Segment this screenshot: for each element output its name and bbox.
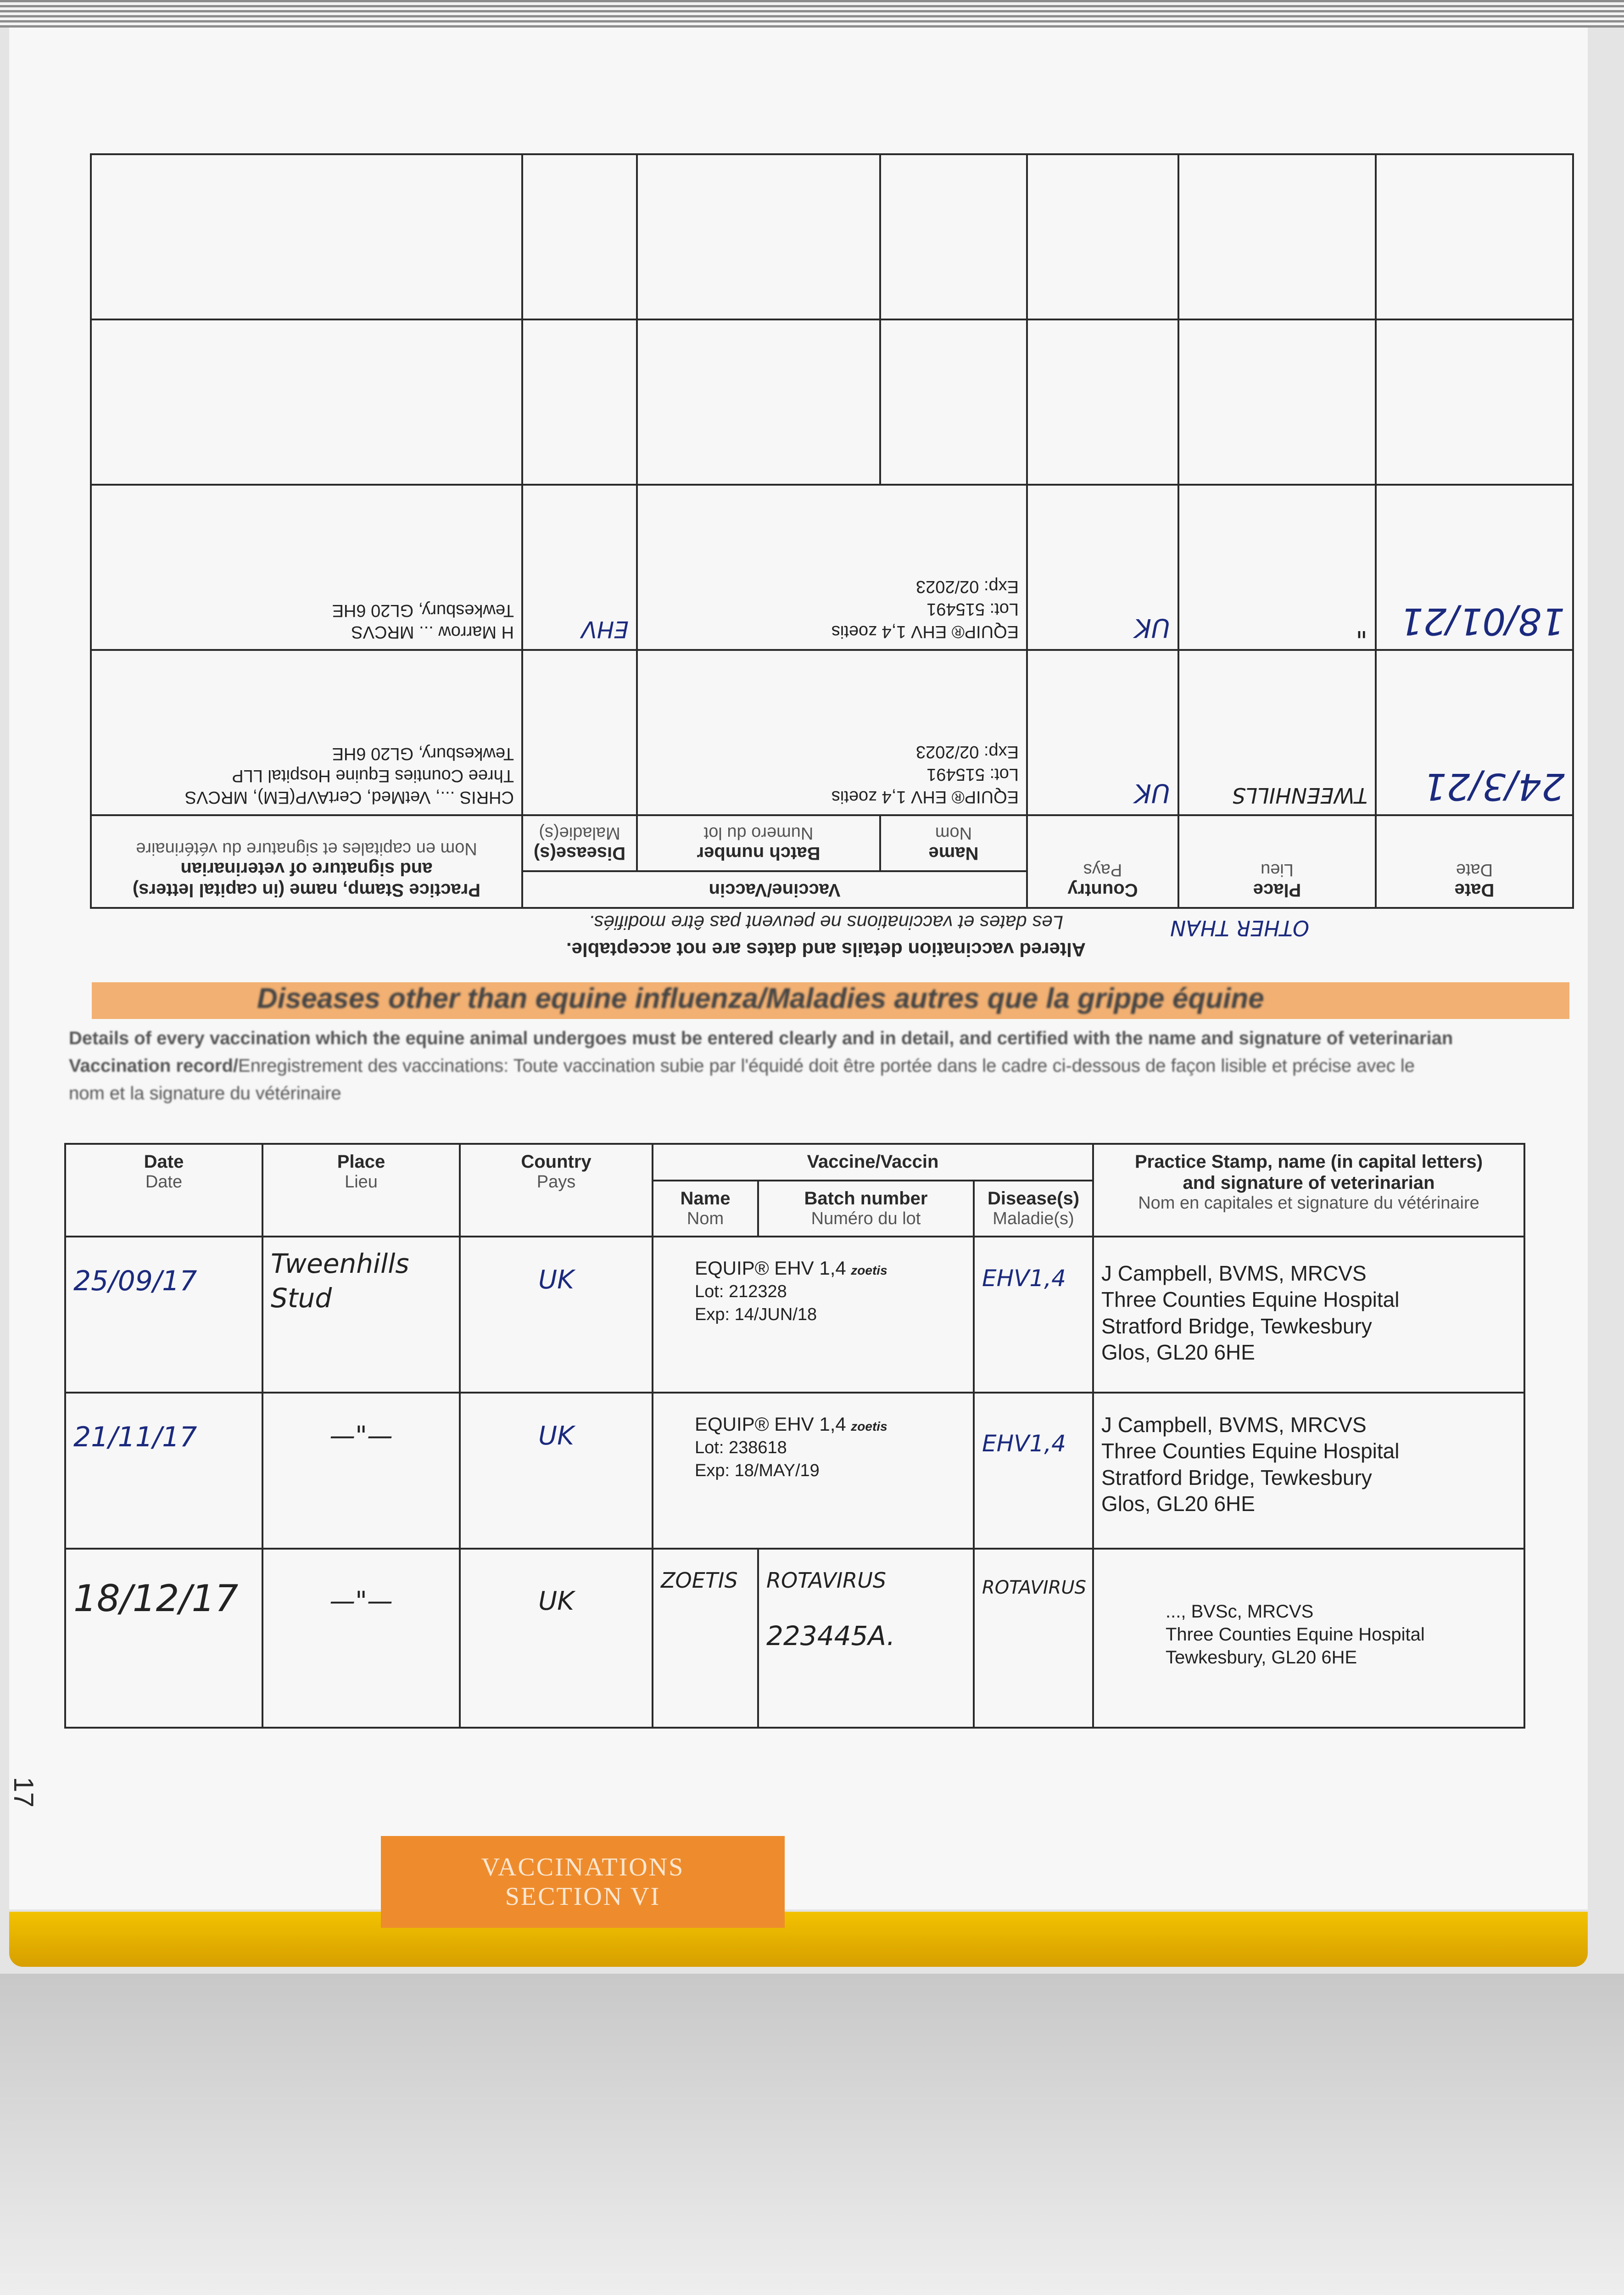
section-record-text-2: nom et la signature du vétérinaire [69,1083,341,1103]
col-disease: Disease(s) Maladie(s) [974,1181,1093,1237]
col-name: Name Nom [653,1181,758,1237]
practice-stamp: J Campbell, BVMS, MRCVS Three Counties Equine Hospital Stratford Bridge, Tewkesbury Glos, GL20 6HE [1101,1412,1400,1516]
col-vaccine-group: Vaccine/Vaccin [522,871,1027,908]
table-row [65,1549,1524,1728]
disease-entry: EHV1,4 [982,1430,1066,1457]
place-entry: —"— [329,1421,393,1451]
place-entry: TWEENHILLS [1232,783,1367,808]
practice-stamp: ..., BVSc, MRCVS Three Counties Equine Hospital Tewkesbury, GL20 6HE [1166,1601,1425,1668]
other-than-handwriting: OTHER THAN [1170,916,1310,940]
col-batch: Batch number Numéro du lot [758,1181,974,1237]
table-row [91,485,1573,650]
date-entry: 18/12/17 [73,1577,239,1620]
country-entry: UK [1134,778,1170,808]
passport-cover-edge [9,1912,1588,1967]
table-row [65,1237,1524,1393]
disease-entry: EHV [581,616,629,643]
page-number: 17 [8,1777,39,1808]
vaccine-label-sticker: EQUIP® EHV 1,4 zoetis Lot: 515491 Exp: 02/2023 [831,742,1019,807]
table-row [91,650,1573,815]
vaccine-label-sticker: EQUIP® EHV 1,4 zoetis Lot: 238618 Exp: 18/MAY/19 [695,1413,887,1480]
lower-vaccination-table [64,1143,1524,1729]
upper-vaccination-table [92,138,1574,909]
country-entry: UK [538,1265,574,1295]
col-vaccine-group: Vaccine/Vaccin [653,1144,1093,1181]
place-entry: Tweenhills Stud [271,1248,409,1314]
section-record-text: Vaccination record/Enregistrement des vaccinations: Toute vaccination subie par l'équidé doit être portée dans le cadre ci-dessous de façon lisible et précise avec le [69,1056,1415,1076]
col-date: Date Date [65,1144,262,1237]
disease-entry: EHV1,4 [982,1265,1066,1292]
col-practice-stamp: Practice Stamp, name (in capital letters) and signature of veterinarian Nom en capitales et signature du vétérinaire [1093,1144,1524,1237]
section-tab-label: VACCINATIONS SECTION VI [381,1836,785,1928]
date-entry: 24/3/21 [1423,765,1565,808]
date-entry: 21/11/17 [73,1421,197,1453]
vaccine-label-sticker: EQUIP® EHV 1,4 zoetis Lot: 212328 Exp: 14/JUN/18 [695,1257,887,1324]
altered-details-note: Altered vaccination details and dates are not acceptable. Les dates et vaccinations ne peuvent pas être modifiés. [566,912,1086,961]
col-practice-stamp: Practice Stamp, name (in capital letters) and signature of veterinarian Nom en capitales et signature du vétérinaire [91,815,522,908]
col-batch: Batch number Numero du lot [637,815,880,871]
vaccine-name-entry: ZOETIS [661,1567,738,1593]
place-entry: —"— [329,1586,393,1616]
section-details: Details of every vaccination which the equine animal undergoes must be entered clearly and in detail, and certified with the name and signature of veterinarian [69,1028,1453,1048]
batch-name-entry: ROTAVIRUS [766,1567,887,1593]
table-row [91,154,1573,319]
scan-background [0,1974,1624,2295]
country-entry: UK [538,1586,574,1616]
table-row [91,319,1573,485]
batch-number-entry: 223445A. [766,1620,895,1651]
col-place: Place Lieu [262,1144,460,1237]
col-date: Date Date [1376,815,1573,908]
page-edge-strip [0,0,1624,28]
col-disease: Disease(s) Maladie(s) [522,815,637,871]
practice-stamp: CHRIS ..., VetMed, CertAVP(EM), MRCVS Three Counties Equine Hospital LLP Tewkesbury, GL20 6HE [184,744,514,807]
practice-stamp: H Marrow ... MRCVS Tewkesbury, GL20 6HE [332,600,514,642]
section-title: Diseases other than equine influenza/Maladies autres que la grippe équine [257,983,1264,1014]
col-place: Place Lieu [1178,815,1376,908]
date-entry: 18/01/21 [1400,600,1565,643]
col-country: Country Pays [460,1144,653,1237]
practice-stamp: J Campbell, BVMS, MRCVS Three Counties Equine Hospital Stratford Bridge, Tewkesbury Glos, GL20 6HE [1101,1261,1400,1365]
country-entry: UK [1134,613,1170,643]
col-name: Name Nom [880,815,1027,871]
place-entry: " [1356,613,1367,643]
table-row [65,1393,1524,1549]
vaccine-label-sticker: EQUIP® EHV 1,4 zoetis Lot: 515491 Exp: 02/2023 [831,577,1019,642]
country-entry: UK [538,1421,574,1451]
disease-entry: ROTAVIRUS [982,1577,1087,1598]
col-country: Country Pays [1027,815,1178,908]
date-entry: 25/09/17 [73,1265,197,1297]
